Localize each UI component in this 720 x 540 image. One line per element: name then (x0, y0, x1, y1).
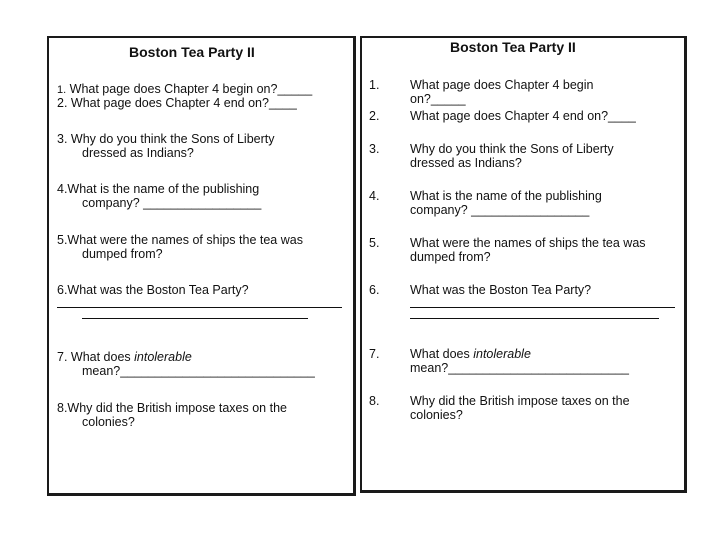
right-question-5 (410, 236, 646, 264)
left-question-4-line-1: 4.What is the name of the publishing (57, 182, 260, 196)
left-question-7-line-1 (57, 350, 315, 364)
right-worksheet-panel (360, 36, 687, 493)
left-question-6-answer-line-2 (82, 308, 308, 319)
left-title: Boston Tea Party II (129, 44, 255, 60)
left-question-8 (57, 401, 287, 429)
left-question-3 (57, 132, 274, 160)
left-question-1 (57, 82, 312, 97)
left-question-1-number: 1. (57, 84, 67, 96)
right-question-3-number: 3. (369, 142, 380, 156)
right-question-4-line-1: What is the name of the publishing (410, 189, 602, 203)
left-question-5-line-2: dumped from? (82, 247, 163, 261)
left-question-7 (57, 350, 315, 378)
left-question-3-line-1: 3. Why do you think the Sons of Liberty (57, 132, 275, 146)
right-question-7-line-1 (410, 347, 629, 361)
right-question-5-number: 5. (369, 236, 380, 250)
left-question-5 (57, 233, 303, 261)
left-question-3-line-2: dressed as Indians? (82, 146, 194, 160)
right-question-2: What page does Chapter 4 end on?____ (410, 109, 636, 123)
left-question-5-line-1: 5.What were the names of ships the tea was (57, 233, 303, 247)
right-question-8-line-1: Why did the British impose taxes on the (410, 394, 630, 408)
right-question-3 (410, 142, 614, 170)
right-question-4 (410, 189, 602, 217)
right-question-5-line-1: What were the names of ships the tea was (410, 236, 646, 250)
left-question-7-prefix: 7. What does (57, 350, 135, 364)
right-question-3-line-1: Why do you think the Sons of Liberty (410, 142, 614, 156)
right-title: Boston Tea Party II (450, 39, 576, 55)
right-question-2-number: 2. (369, 109, 380, 123)
right-question-7-prefix: What does (410, 347, 474, 361)
left-question-7-line-2: mean?____________________________ (82, 364, 315, 378)
left-question-6 (57, 283, 342, 319)
left-question-6-answer-line-1 (57, 297, 342, 308)
left-question-1-text: What page does Chapter 4 begin on?_____ (66, 82, 313, 96)
left-question-6-text: 6.What was the Boston Tea Party? (57, 283, 249, 297)
left-question-2: 2. What page does Chapter 4 end on?____ (57, 96, 297, 110)
right-question-1 (410, 78, 593, 106)
right-question-7-number: 7. (369, 347, 380, 361)
right-question-4-line-2: company? _________________ (410, 203, 590, 217)
right-question-6 (410, 283, 675, 319)
right-question-1-line-1: What page does Chapter 4 begin (410, 78, 594, 92)
right-question-1-number: 1. (369, 78, 380, 92)
right-question-4-number: 4. (369, 189, 380, 203)
right-question-7-line-2: mean?__________________________ (410, 361, 629, 375)
right-question-7 (410, 347, 629, 375)
left-question-8-line-1: 8.Why did the British impose taxes on the (57, 401, 287, 415)
right-question-6-text: What was the Boston Tea Party? (410, 283, 592, 297)
left-question-8-line-2: colonies? (82, 415, 135, 429)
right-question-8-line-2: colonies? (410, 408, 463, 422)
left-question-4 (57, 182, 261, 210)
left-question-4-line-2: company? _________________ (82, 196, 262, 210)
right-question-5-line-2: dumped from? (410, 250, 491, 264)
right-question-3-line-2: dressed as Indians? (410, 156, 522, 170)
right-question-6-answer-line-2 (410, 308, 659, 319)
right-question-6-number: 6. (369, 283, 380, 297)
right-question-6-answer-line-1 (410, 297, 675, 308)
right-question-7-emphasis: intolerable (473, 347, 531, 361)
left-question-7-emphasis: intolerable (134, 350, 192, 364)
right-question-8-number: 8. (369, 394, 380, 408)
right-question-8 (410, 394, 630, 422)
left-worksheet-panel (47, 36, 356, 496)
right-question-1-line-2: on?_____ (410, 92, 466, 106)
